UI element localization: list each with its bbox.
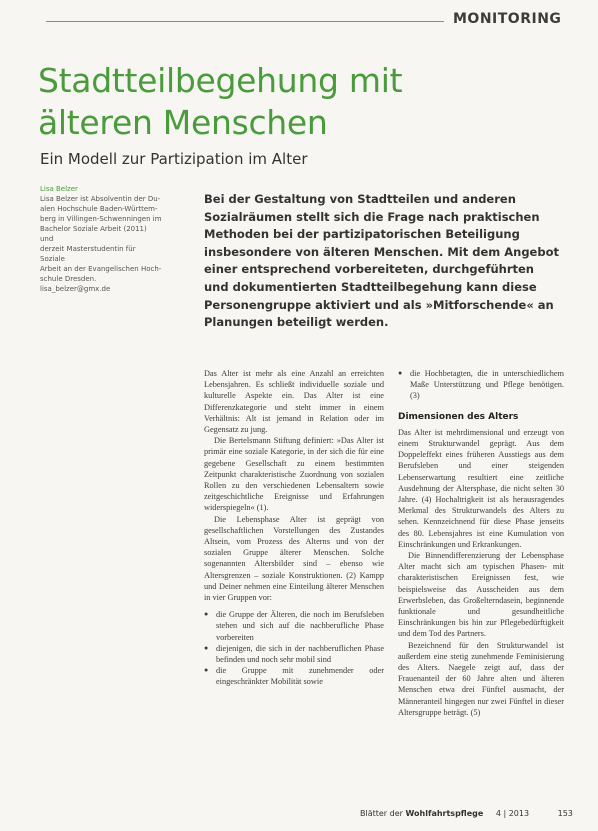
age-groups-list-continued xyxy=(398,368,564,402)
journal-name: Wohlfahrtspflege xyxy=(405,809,484,818)
author-bio-line: Bachelor Soziale Arbeit (2011) und xyxy=(40,225,147,243)
list-item: ● die Hochbetagten, die in unterschiedlichem Maße Unterstützung und Pflege benötigen. (3) xyxy=(398,368,564,402)
body-paragraph: Die Lebensphase Alter ist geprägt von gesellschaftlichen Vorstellungen des Zustandes Altsein, vom Prozess des Alterns und von der sozialen Gruppe älterer Menschen. Solche sogenannten Altersbilder sind – ebenso wie Altersgrenzen – soziale Konstruktionen. (2) Kampp und Deiner nehmen eine Einteilung älterer Menschen in vier Gruppen vor: xyxy=(204,514,384,603)
article-lead: Bei der Gestaltung von Stadtteilen und anderen Sozialräumen stellt sich die Frage nach praktischen Methoden bei der partizipatorischen Beteiligung insbesondere von älteren Menschen. Mit dem Angebot einer entsprechend vorbereiteten, durchgeführten und dokumentierten Stadtteilbegehung kann diese Personengruppe aktiviert und als »Mitforschende« an Planungen beteiligt werden. xyxy=(204,192,559,330)
author-bio-line: alen Hochschule Baden-Württem- xyxy=(40,205,158,213)
author-bio-line: derzeit Masterstudentin für Soziale xyxy=(40,245,136,263)
author-bio-line: schule Dresden. xyxy=(40,275,97,283)
body-column-2 xyxy=(398,368,564,718)
issue-number: 4 | 2013 xyxy=(495,809,530,818)
list-item: ● diejenigen, die sich in der nachberuflichen Phase befinden und noch sehr mobil sind xyxy=(204,643,384,665)
body-paragraph: Bezeichnend für den Strukturwandel ist außerdem eine stetig zunehmende Feminisierung des Alters. Naegele zeigt auf, dass der Frauenanteil der 60 Jahre alten und älteren Menschen etwa drei Fünftel ausmacht, der Männeranteil hingegen nur zwei Fünftel in dieser Altersgruppe beträgt. (5) xyxy=(398,640,564,717)
age-groups-list xyxy=(204,609,384,687)
section-heading: Dimensionen des Alters xyxy=(398,411,519,422)
journal-prefix: Blätter der xyxy=(360,809,406,818)
title-line-2: älteren Menschen xyxy=(38,103,328,142)
author-email[interactable]: lisa_belzer@gmx.de xyxy=(40,285,111,293)
body-paragraph: Das Alter ist mehr als eine Anzahl an erreichten Lebensjahren. Es schließt individuelle soziale und kulturelle Aspekte ein. Das Alter ist eine Differenzkategorie und steht immer in einem Verhältnis: Alt ist jemand in Relation oder im Gegensatz zu jung. xyxy=(204,369,384,435)
article-subtitle: Ein Modell zur Partizipation im Alter xyxy=(40,150,308,168)
body-paragraph: Die Binnendifferenzierung der Lebensphase Alter macht sich am typischen Phasen- mit charakteristischen Ereignissen fest, wie beispielsweise das Ausscheiden aus dem Erwerbsleben, das Großelterndasein, beginnende funktionale und gesundheitliche Einschränkungen bis hin zur Pflegebedürftigkeit und dem Tod des Partners. xyxy=(398,551,564,639)
header-rule xyxy=(46,21,444,22)
body-paragraph: Das Alter ist mehrdimensional und erzeugt von einem Strukturwandel geprägt. Aus dem Doppeleffekt eines früheren Ausstiegs aus dem Berufsleben und einer steigenden Lebenserwartung resultiert eine zeitliche Ausdehnung der Altersphase, die nicht selten 30 Jahre. (4) Hochaltrigkeit ist als herausragendes Merkmal des Strukturwandels des Alters zu sehen. Kennzeichnend für diese Phase jenseits des 80. Lebensjahres ist eine Kumulation von Einschränkungen und Erkrankungen. xyxy=(398,427,564,549)
article-title xyxy=(38,60,558,144)
author-bio-line: Arbeit an der Evangelischen Hoch- xyxy=(40,265,162,273)
author-name: Lisa Belzer xyxy=(40,185,78,193)
body-column-1 xyxy=(204,368,384,692)
author-box xyxy=(40,184,162,294)
page-number: 153 xyxy=(557,809,573,818)
body-paragraph: Die Bertelsmann Stiftung definiert: »Das Alter ist primär eine soziale Kategorie, in der sich die für eine gegebene Gesellschaft zu einem bestimmten Zeitpunkt charakteristische Zuordnung von sozialen Rollen zu den verschiedenen Lebensaltern sowie zeitgeschichtliche Ereignisse und Erfahrungen widerspiegeln« (1). xyxy=(204,436,384,513)
author-bio-line: berg in Villingen-Schwenningen im xyxy=(40,215,162,223)
list-item: ● die Gruppe mit zunehmender oder eingeschränkter Mobilität sowie xyxy=(204,665,384,687)
page-footer xyxy=(360,809,573,818)
list-item: ● die Gruppe der Älteren, die noch im Berufsleben stehen und sich auf die nachberufliche Phase vorbereiten xyxy=(204,609,384,643)
title-line-1: Stadtteilbegehung mit xyxy=(38,61,403,100)
author-bio-line: Lisa Belzer ist Absolventin der Du- xyxy=(40,195,161,203)
section-label: MONITORING xyxy=(453,11,562,27)
